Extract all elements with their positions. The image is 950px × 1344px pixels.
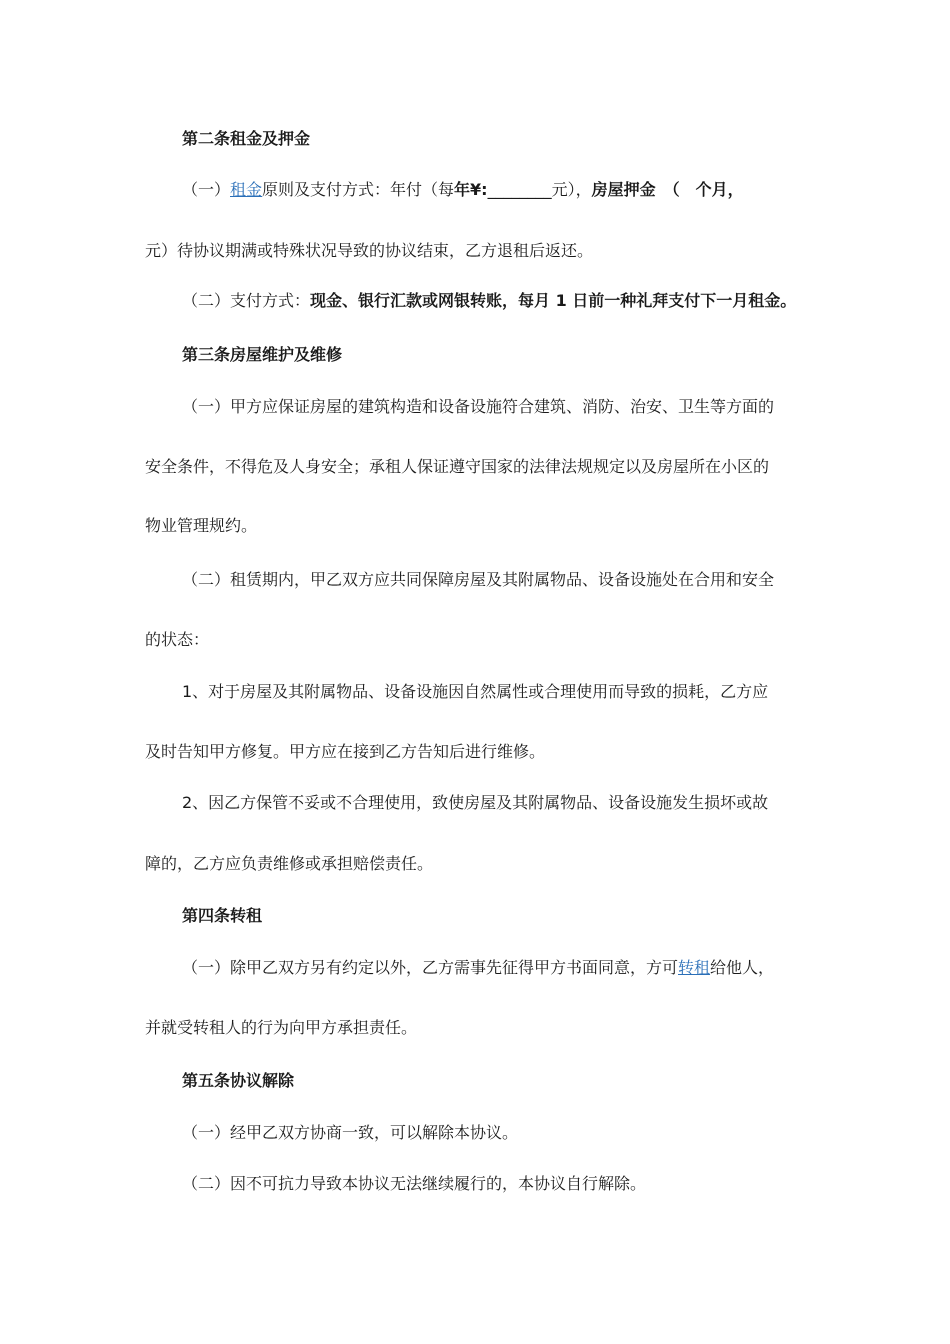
paragraph-line: 的状态： xyxy=(145,630,210,649)
paragraph-line: （二）租赁期内，甲乙双方应共同保障房屋及其附属物品、设备设施处在合用和安全 xyxy=(182,570,775,589)
paragraph-line: （二）因不可抗力导致本协议无法继续履行的，本协议自行解除。 xyxy=(182,1174,647,1193)
paragraph-line: 并就受转租人的行为向甲方承担责任。 xyxy=(145,1018,418,1037)
paragraph-line: 及时告知甲方修复。甲方应在接到乙方告知后进行维修。 xyxy=(145,742,546,761)
paragraph-line: 1、对于房屋及其附属物品、设备设施因自然属性或合理使用而导致的损耗，乙方应 xyxy=(182,682,769,701)
section-heading: 第四条转租 xyxy=(182,906,263,925)
paragraph-line: 物业管理规约。 xyxy=(145,516,258,535)
paragraph-line: 障的，乙方应负责维修或承担赔偿责任。 xyxy=(145,854,434,873)
paragraph-line: （二）支付方式：现金、银行汇款或网银转账，每月 1 日前一种礼拜支付下一月租金。 xyxy=(182,291,797,310)
paragraph-line: （一）除甲乙双方另有约定以外，乙方需事先征得甲方书面同意，方可转租给他人， xyxy=(182,958,775,977)
paragraph-line: （一）甲方应保证房屋的建筑构造和设备设施符合建筑、消防、治安、卫生等方面的 xyxy=(182,397,775,416)
amount-blank: ________ xyxy=(487,180,552,199)
sublease-link[interactable]: 转租 xyxy=(678,958,711,977)
section-heading: 第三条房屋维护及维修 xyxy=(182,345,343,364)
section-heading: 第五条协议解除 xyxy=(182,1071,295,1090)
rent-link[interactable]: 租金 xyxy=(230,180,263,199)
section-heading: 第二条租金及押金 xyxy=(182,129,311,148)
paragraph-line: 2、因乙方保管不妥或不合理使用，致使房屋及其附属物品、设备设施发生损坏或故 xyxy=(182,793,769,812)
paragraph-line: （一）经甲乙双方协商一致，可以解除本协议。 xyxy=(182,1123,519,1142)
paragraph-line: （一）租金原则及支付方式：年付（每年¥:________元），房屋押金 （ 个月， xyxy=(182,180,744,199)
paragraph-line: 安全条件，不得危及人身安全；承租人保证遵守国家的法律法规规定以及房屋所在小区的 xyxy=(145,457,770,476)
paragraph-line: 元）待协议期满或特殊状况导致的协议结束，乙方退租后返还。 xyxy=(145,241,594,260)
